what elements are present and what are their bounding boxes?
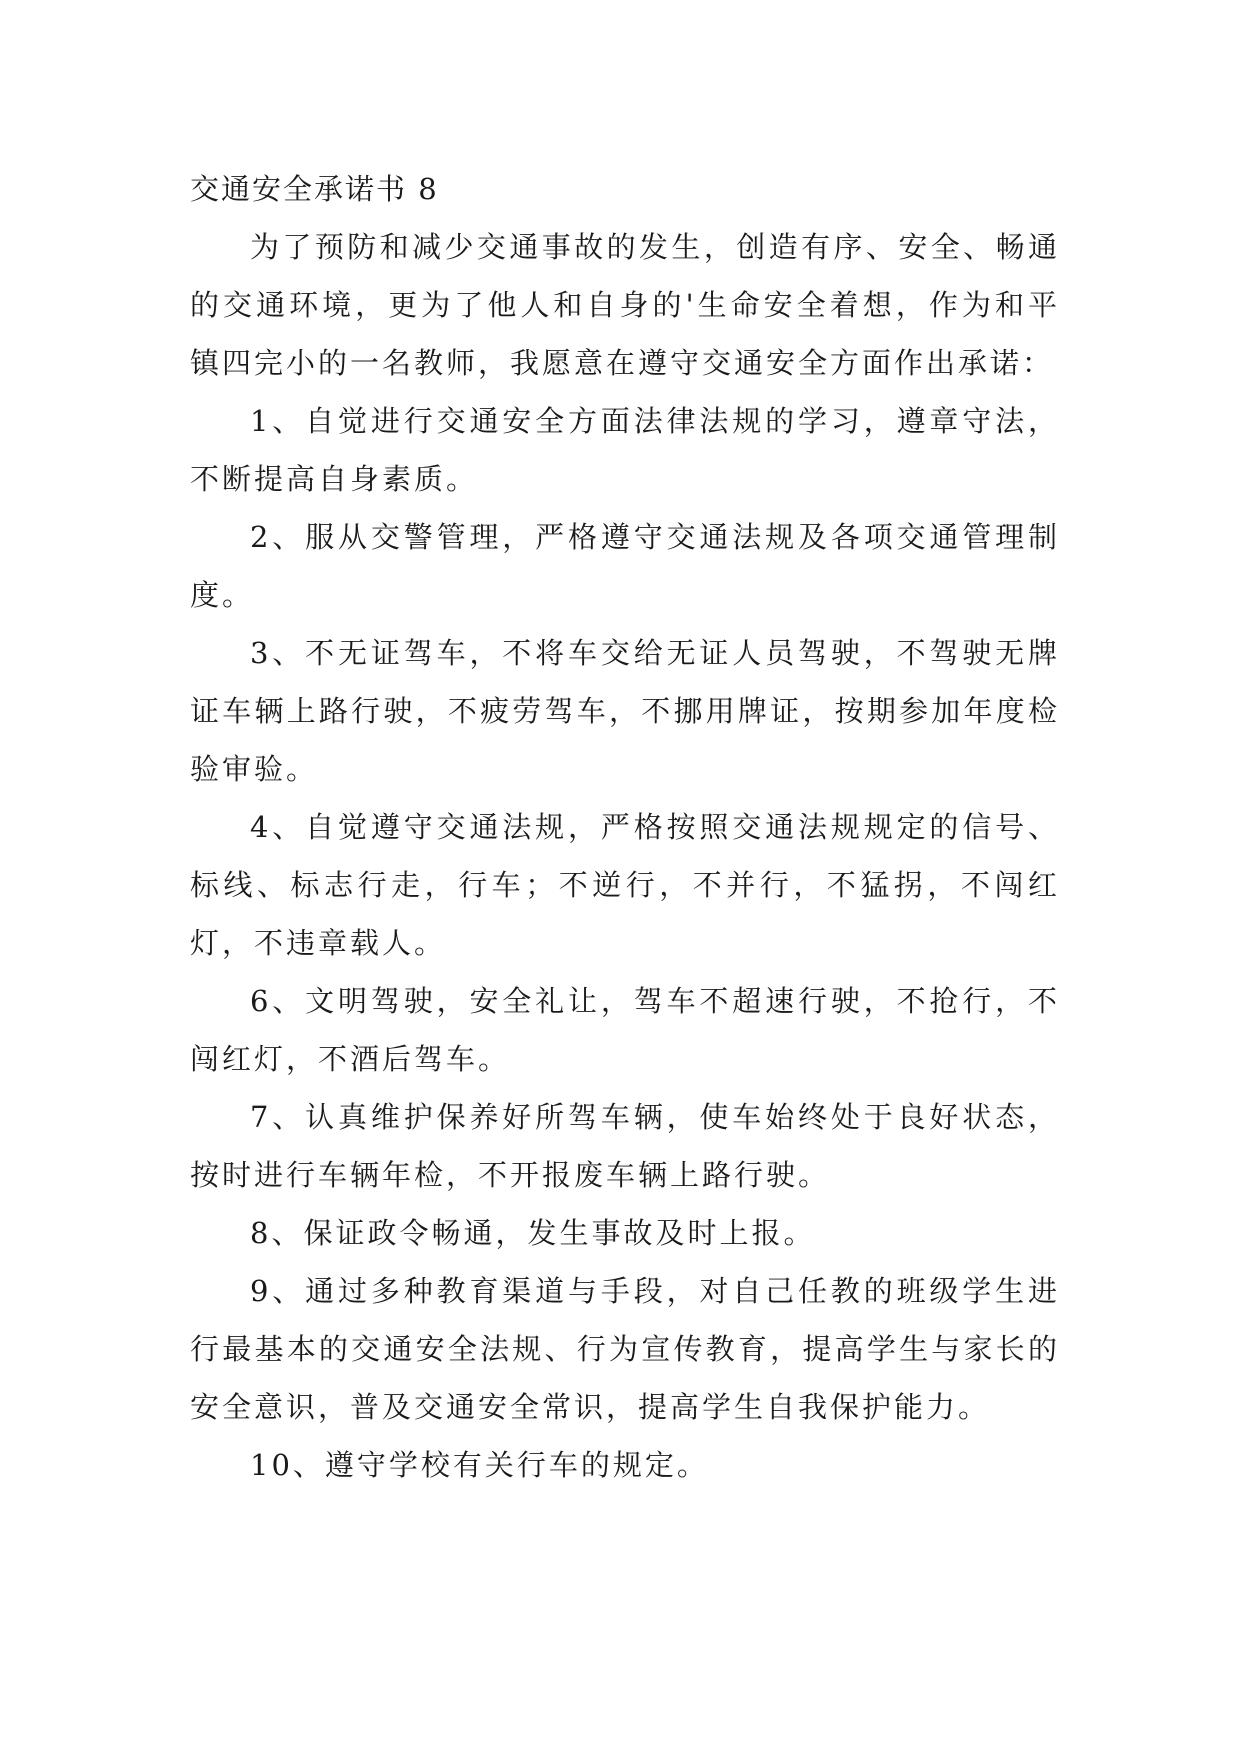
commitment-item-6: 6、文明驾驶，安全礼让，驾车不超速行驶，不抢行，不闯红灯，不酒后驾车。 bbox=[190, 984, 1060, 1076]
commitment-item-3: 3、不无证驾车，不将车交给无证人员驾驶，不驾驶无牌证车辆上路行驶，不疲劳驾车，不挪用牌证，按期参加年度检验审验。 bbox=[190, 636, 1060, 786]
document-page bbox=[190, 160, 1060, 1494]
document-title: 交通安全承诺书 8 bbox=[190, 172, 439, 206]
commitment-item-9: 9、通过多种教育渠道与手段，对自己任教的班级学生进行最基本的交通安全法规、行为宣传教育，提高学生与家长的安全意识，普及交通安全常识，提高学生自我保护能力。 bbox=[190, 1274, 1060, 1424]
commitment-item-10: 10、遵守学校有关行车的规定。 bbox=[250, 1448, 709, 1482]
commitment-item-8: 8、保证政令畅通，发生事故及时上报。 bbox=[250, 1216, 816, 1250]
commitment-item-1: 1、自觉进行交通安全方面法律法规的学习，遵章守法，不断提高自身素质。 bbox=[190, 404, 1060, 496]
commitment-item-4: 4、自觉遵守交通法规，严格按照交通法规规定的信号、标线、标志行走，行车；不逆行，不并行，不猛拐，不闯红灯，不违章载人。 bbox=[190, 810, 1060, 960]
commitment-item-7: 7、认真维护保养好所驾车辆，使车始终处于良好状态，按时进行车辆年检，不开报废车辆上路行驶。 bbox=[190, 1100, 1060, 1192]
commitment-item-2: 2、服从交警管理，严格遵守交通法规及各项交通管理制度。 bbox=[190, 520, 1060, 612]
intro-paragraph: 为了预防和减少交通事故的发生，创造有序、安全、畅通的交通环境，更为了他人和自身的'生命安全着想，作为和平镇四完小的一名教师，我愿意在遵守交通安全方面作出承诺： bbox=[190, 230, 1060, 380]
